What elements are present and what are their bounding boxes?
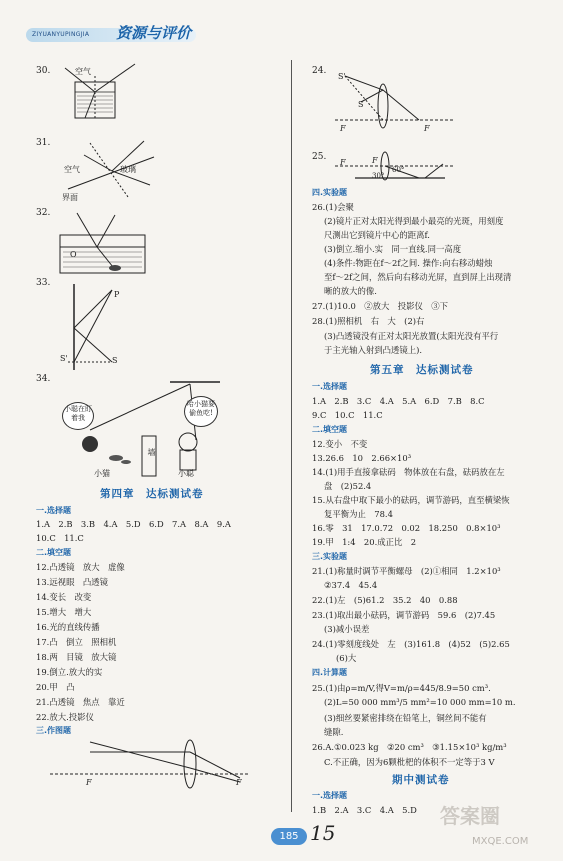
chapter5-calc-line: (3)细丝要紧密排绕在铅笔上，铜丝间不能有 bbox=[324, 713, 487, 723]
chapter5-exp-line: (3)减小误差 bbox=[324, 624, 370, 634]
chapter5-calc-line: 26.A.①0.023 kg ②20 cm³ ③1.15×10³ kg/m³ bbox=[312, 742, 507, 752]
q25-f1-label: F bbox=[340, 158, 346, 167]
chapter4-f-label: F bbox=[236, 778, 242, 787]
chapter4-mc-line: 10.C 11.C bbox=[36, 533, 84, 543]
chapter5-exp-line: 23.(1)取出最小砝码，调节游码 59.6 (2)7.45 bbox=[312, 610, 496, 620]
handwritten-note: 15 bbox=[310, 821, 336, 845]
q30-number: 30. bbox=[36, 66, 51, 76]
chapter4-fill-line: 15.增大 增大 bbox=[36, 607, 92, 617]
chapter5-section-calc: 四.计算题 bbox=[312, 668, 348, 677]
chapter4-lens-figure bbox=[50, 738, 250, 788]
right-section-experiment: 四.实验题 bbox=[312, 188, 348, 197]
chapter4-fill-line: 13.远视眼 凸透镜 bbox=[36, 577, 108, 587]
chapter4-fill-line: 22.放大.投影仪 bbox=[36, 712, 94, 722]
q24-s-label: S' bbox=[338, 72, 346, 81]
chapter4-f-label: F bbox=[86, 778, 92, 787]
chapter4-fill-line: 16.光的直线传播 bbox=[36, 622, 100, 632]
exp-line: (4)条件:物距在f～2f之间. 操作:向右移动蜡烛 bbox=[324, 258, 493, 268]
q25-number: 25. bbox=[312, 152, 327, 162]
chapter5-calc-line: 缝隙. bbox=[324, 727, 344, 737]
q31-air-label: 空气 bbox=[64, 165, 80, 174]
chapter4-fill-line: 19.倒立.放大的实 bbox=[36, 667, 103, 677]
chapter4-title: 第四章 达标测试卷 bbox=[100, 488, 204, 500]
chapter5-fill-line: 19.甲 1:4 20.成正比 2 bbox=[312, 537, 417, 547]
chapter4-fill-line: 14.变长 改变 bbox=[36, 592, 92, 602]
chapter5-mc-line: 9.C 10.C 11.C bbox=[312, 410, 383, 420]
q34-bubble-right bbox=[184, 396, 218, 427]
watermark-logo: 答案圈 bbox=[440, 804, 500, 828]
q34-bubble-right-text: 哈小猫要偷鱼吃! bbox=[187, 400, 215, 417]
chapter4-fill-line: 21.凸透镜 焦点 靠近 bbox=[36, 697, 125, 707]
q34-figure bbox=[60, 380, 220, 480]
midterm-mc-line: 1.B 2.A 3.C 4.A 5.D bbox=[312, 805, 417, 815]
q34-wall-label: 墙 bbox=[147, 448, 156, 456]
exp-line: (3)凸透镜没有正对太阳光放置(太阳光没有平行 bbox=[324, 331, 499, 341]
chapter5-mc-line: 1.A 2.B 3.C 4.A 5.A 6.D 7.B 8.C bbox=[312, 396, 485, 406]
watermark-url: MXQE.COM bbox=[472, 836, 529, 847]
q33-number: 33. bbox=[36, 278, 51, 288]
q25-angle1: 30° bbox=[372, 172, 385, 180]
q24-figure bbox=[335, 72, 455, 132]
midterm-title: 期中测试卷 bbox=[392, 774, 450, 786]
q31-glass-label: 玻璃 bbox=[120, 165, 136, 174]
q24-f1-label: F bbox=[340, 124, 346, 133]
q34-bubble-left-text: 小聪在盯着我 bbox=[64, 405, 92, 422]
q30-figure bbox=[55, 62, 145, 122]
column-divider bbox=[291, 60, 292, 812]
q34-cong-label: 小聪 bbox=[178, 469, 194, 478]
chapter5-section-fill: 二.填空题 bbox=[312, 425, 348, 434]
page-header bbox=[26, 22, 196, 46]
q33-s-label: S bbox=[112, 356, 118, 365]
chapter4-fill-line: 17.凸 倒立 照相机 bbox=[36, 637, 117, 647]
chapter5-fill-line: 12.变小 不变 bbox=[312, 439, 368, 449]
q33-s1-label: S' bbox=[60, 354, 68, 363]
q34-bubble-left bbox=[62, 402, 94, 430]
q24-s2-label: S bbox=[358, 100, 364, 109]
q24-f2-label: F bbox=[424, 124, 430, 133]
chapter4-section-drawing: 三.作图题 bbox=[36, 726, 72, 735]
exp-line: 于主光轴入射到凸透镜上). bbox=[324, 345, 423, 355]
chapter5-fill-line: 盘 (2)52.4 bbox=[324, 481, 372, 491]
chapter4-section-fill: 二.填空题 bbox=[36, 548, 72, 557]
exp-line: 26.(1)会聚 bbox=[312, 202, 354, 212]
q32-o-label: O bbox=[70, 250, 77, 259]
exp-line: 尺测出它到镜片中心的距离f. bbox=[324, 230, 430, 240]
chapter4-section-choice: 一.选择题 bbox=[36, 506, 72, 515]
chapter5-fill-line: 13.26.6 10 2.66×10³ bbox=[312, 453, 412, 463]
chapter5-exp-line: 24.(1)零刻度线处 左 (3)161.8 (4)52 (5)2.65 bbox=[312, 639, 510, 649]
exp-line: 27.(1)10.0 ②放大 投影仪 ③下 bbox=[312, 301, 448, 311]
q34-cat-label: 小猫 bbox=[94, 469, 110, 478]
exp-line: 28.(1)照相机 右 大 (2)右 bbox=[312, 316, 425, 326]
chapter5-title: 第五章 达标测试卷 bbox=[370, 364, 474, 376]
chapter4-fill-line: 20.甲 凸 bbox=[36, 682, 75, 692]
chapter5-calc-line: (2)L=50 000 mm³/5 mm²=10 000 mm=10 m. bbox=[324, 697, 516, 707]
exp-line: (3)倒立.缩小.实 同一直线.同一高度 bbox=[324, 244, 462, 254]
chapter4-fill-line: 12.凸透镜 放大 虚像 bbox=[36, 562, 125, 572]
q25-f2-label: F bbox=[372, 156, 378, 165]
q30-air-label: 空气 bbox=[75, 67, 91, 76]
header-subtitle: ZIYUANYUPINGJIA bbox=[32, 31, 90, 38]
chapter5-exp-line: 22.(1)左 (5)61.2 35.2 40 0.88 bbox=[312, 595, 458, 605]
chapter5-fill-line: 14.(1)用手直接拿砝码 物体放在右盘，砝码放在左 bbox=[312, 467, 505, 477]
chapter5-fill-line: 15.从右盘中取下最小的砝码，调节游码，直至横梁恢 bbox=[312, 495, 510, 505]
q32-figure bbox=[55, 205, 150, 275]
chapter5-section-experiment: 三.实验题 bbox=[312, 552, 348, 561]
chapter5-calc-line: C.不正确，因为6颗枇杷的体积不一定等于3 V bbox=[324, 757, 495, 767]
exp-line: 晰的放大的像. bbox=[324, 286, 377, 296]
q33-p-label: P bbox=[114, 290, 120, 299]
q24-number: 24. bbox=[312, 66, 327, 76]
q25-angle2: 60° bbox=[392, 166, 405, 174]
chapter5-section-choice: 一.选择题 bbox=[312, 382, 348, 391]
chapter5-exp-line: (6)大 bbox=[336, 653, 357, 663]
q34-number: 34. bbox=[36, 374, 51, 384]
chapter5-exp-line: ②37.4 45.4 bbox=[324, 580, 378, 590]
page-number: 185 bbox=[271, 828, 307, 845]
q31-number: 31. bbox=[36, 138, 51, 148]
exp-line: (2)镜片正对太阳光得到最小最亮的光斑，用刻度 bbox=[324, 216, 504, 226]
chapter4-mc-line: 1.A 2.B 3.B 4.A 5.D 6.D 7.A 8.A 9.A bbox=[36, 519, 231, 529]
midterm-section-choice: 一.选择题 bbox=[312, 791, 348, 800]
q31-interface-label: 界面 bbox=[62, 193, 78, 202]
chapter5-calc-line: 25.(1)由ρ=m/V,得V=m/ρ=445/8.9=50 cm³. bbox=[312, 683, 491, 693]
exp-line: 至f～2f之间，然后向右移动光屏，直到屏上出现清 bbox=[324, 272, 512, 282]
header-title: 资源与评价 bbox=[116, 24, 192, 42]
chapter5-fill-line: 复平衡为止 78.4 bbox=[324, 509, 393, 519]
q32-number: 32. bbox=[36, 208, 51, 218]
chapter5-fill-line: 16.零 31 17.0.72 0.02 18.250 0.8×10³ bbox=[312, 523, 501, 533]
q33-figure bbox=[60, 282, 150, 372]
chapter5-exp-line: 21.(1)称量时调节平衡螺母 (2)①相同 1.2×10³ bbox=[312, 566, 501, 576]
chapter4-fill-line: 18.两 目镜 放大镜 bbox=[36, 652, 117, 662]
